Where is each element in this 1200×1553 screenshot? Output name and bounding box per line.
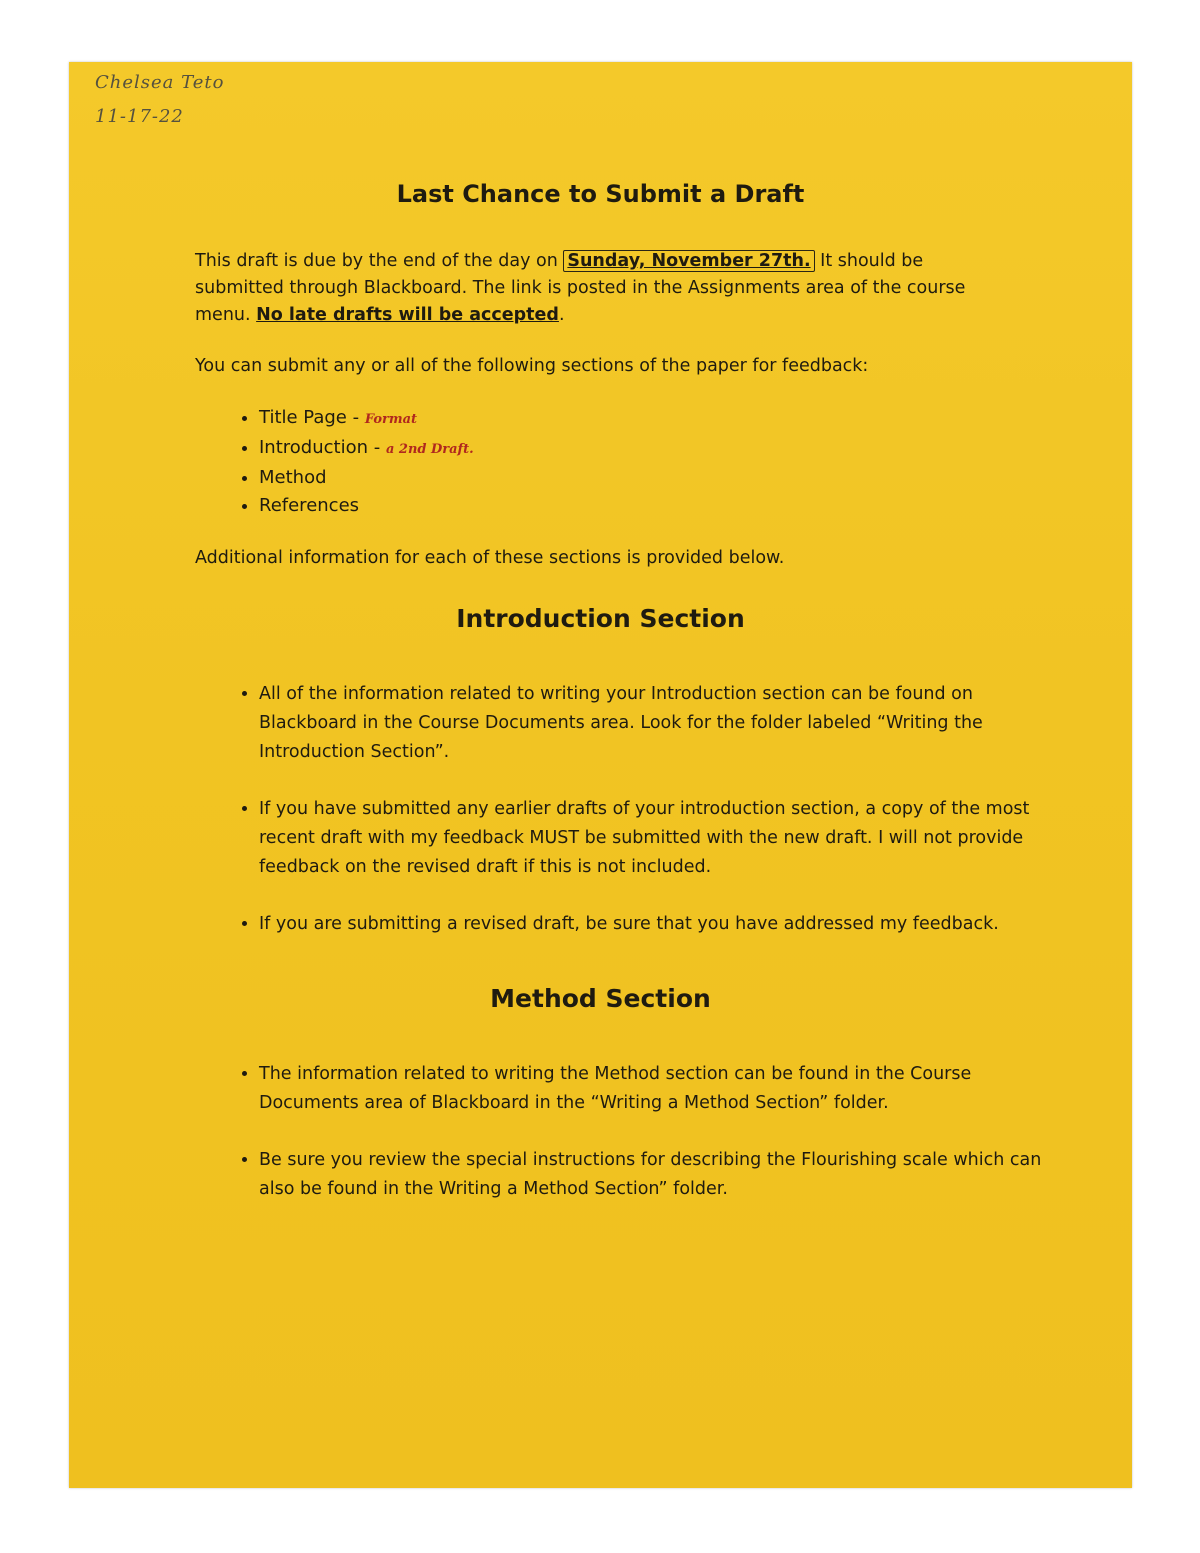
- list-item: • If you have submitted any earlier drafts of your introduction section, a copy of the most recent draft with my feedback MUST be submitted with the new draft. I will not provide feedback on the revised draft if this is not included.: [259, 795, 1049, 882]
- no-late-drafts-text: No late drafts will be accepted: [256, 305, 559, 325]
- list-item: • Be sure you review the special instructions for describing the Flourishing scale which can also be found in the Writing a Method Section” folder.: [259, 1146, 1049, 1204]
- list-item: [259, 464, 474, 492]
- method-bullets: [229, 1060, 1049, 1232]
- yellow-handout-sheet: [69, 62, 1132, 1488]
- method-section-heading: Method Section: [490, 984, 711, 1013]
- intro-section-heading: Introduction Section: [456, 604, 745, 633]
- handwritten-annotation: a 2nd Draft.: [385, 442, 474, 457]
- list-item: • All of the information related to writing your Introduction section can be found on Blackboard in the Course Documents area. Look for the folder labeled “Writing the Introduction Section”.: [259, 680, 1049, 767]
- list-item: • The information related to writing the Method section can be found in the Course Documents area of Blackboard in the “Writing a Method Section” folder.: [259, 1060, 1049, 1118]
- list-item: • If you are submitting a revised draft, be sure that you have addressed my feedback.: [259, 910, 1049, 939]
- list-item: [259, 404, 474, 434]
- handwritten-name: Chelsea Teto: [95, 72, 225, 93]
- list-item-label: References: [259, 495, 360, 516]
- additional-info-text: Additional information for each of these sections is provided below.: [195, 548, 785, 568]
- deadline-date: Sunday, November 27th.: [563, 250, 814, 272]
- list-item-label: Introduction -: [259, 437, 386, 458]
- due-date-paragraph: [195, 248, 995, 329]
- list-item: [259, 492, 474, 520]
- submit-sections-intro: You can submit any or all of the following sections of the paper for feedback:: [195, 356, 869, 376]
- page-title: Last Chance to Submit a Draft: [396, 180, 805, 208]
- sections-list: [229, 404, 474, 520]
- handwritten-date: 11-17-22: [95, 106, 184, 127]
- handwritten-annotation: Format: [364, 412, 418, 427]
- list-item-label: Method: [259, 467, 327, 488]
- due-lead-text: This draft is due by the end of the day on: [195, 251, 564, 271]
- intro-bullets: [229, 680, 1049, 967]
- due-end-text: .: [558, 305, 565, 325]
- list-item: [259, 434, 474, 464]
- due-rest-text: It should be submitted through Blackboard. The link is posted in the Assignments area of the course menu.: [195, 251, 966, 325]
- list-item-label: Title Page -: [259, 407, 365, 428]
